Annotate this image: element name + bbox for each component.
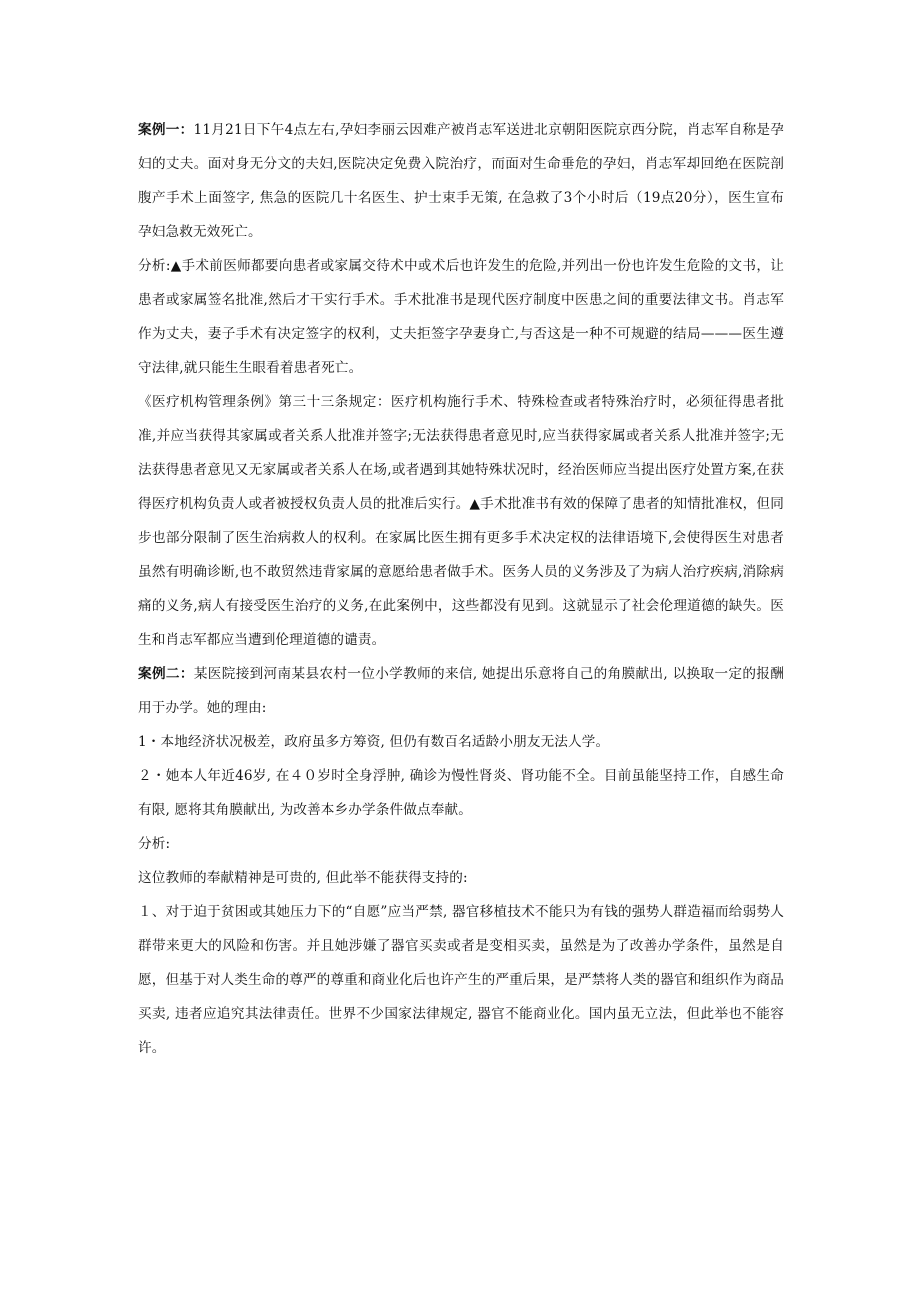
case1-label: 案例一： — [138, 122, 194, 138]
reason1-paragraph: 1・本地经济状况极差，政府虽多方筹资, 但仍有数百名适龄小朋友无法人学。 — [138, 734, 610, 750]
case1-paragraph — [138, 113, 784, 249]
reason2-paragraph: ２・她本人年近46岁, 在４０岁时全身浮肿, 确诊为慢性肾炎、肾功能不全。目前虽能坚持工作，自感生命有限, 愿将其角膜献出, 为改善本乡办学条件做点奉献。 — [138, 768, 784, 818]
document-body — [138, 113, 784, 1065]
case2-label: 案例二： — [138, 666, 194, 682]
analysis2-point1: １、对于迫于贫困或其她压力下的“自愿”应当严禁, 器官移植技术不能只为有钱的强势人群造福而给弱势人群带来更大的风险和伤害。并且她涉嫌了器官买卖或者是变相买卖，虽然是为了改善办学条件，虽然是自愿，但基于对人类生命的尊严的尊重和商业化后也许产生的严重后果，是严禁将人类的器官和组织作为商品买卖, 违者应追究其法律责任。世界不少国家法律规定, 器官不能商业化。国内虽无立法，但此举也不能容许。 — [138, 904, 784, 1056]
case1-text: 11月21日下午4点左右,孕妇李丽云因难产被肖志军送进北京朝阳医院京西分院，肖志军自称是孕妇的丈夫。面对身无分文的夫妇,医院决定免费入院治疗，而面对生命垂危的孕妇，肖志军却回绝在医院剖腹产手术上面签字, 焦急的医院几十名医生、护士束手无策, 在急救了3个小时后（19点20分），医生宣布孕妇急救无效死亡。 — [138, 122, 784, 240]
analysis2-label: 分析: — [138, 836, 171, 852]
case2-text: 某医院接到河南某县农村一位小学教师的来信, 她提出乐意将自己的角膜献出, 以换取一定的报酬用于办学。她的理由: — [138, 666, 785, 716]
analysis2-intro: 这位教师的奉献精神是可贵的, 但此举不能获得支持的: — [138, 870, 468, 886]
case2-paragraph — [138, 657, 784, 725]
regulation-paragraph: 《医疗机构管理条例》第三十三条规定：医疗机构施行手术、特殊检查或者特殊治疗时，必须征得患者批准,并应当获得其家属或者关系人批准并签字;无法获得患者意见时,应当获得家属或者关系人批准并签字;无法获得患者意见又无家属或者关系人在场,或者遇到其她特殊状况时，经治医师应当提出医疗处置方案,在获得医疗机构负责人或者被授权负责人员的批准后实行。▲手术批准书有效的保障了患者的知情批准权，但同步也部分限制了医生治病救人的权利。在家属比医生拥有更多手术决定权的法律语境下,会使得医生对患者虽然有明确诊断,也不敢贸然违背家属的意愿给患者做手术。医务人员的义务涉及了为病人治疗疾病,消除病痛的义务,病人有接受医生治疗的义务,在此案例中，这些都没有见到。这就显示了社会伦理道德的缺失。医生和肖志军都应当遭到伦理道德的谴责。 — [138, 394, 784, 648]
analysis1-paragraph: 分析:▲手术前医师都要向患者或家属交待术中或术后也许发生的危险,并列出一份也许发生危险的文书，让患者或家属签名批准,然后才干实行手术。手术批准书是现代医疗制度中医患之间的重要法律文书。肖志军作为丈夫，妻子手术有决定签字的权利，丈夫拒签字孕妻身亡,与否这是一种不可规避的结局———医生遵守法律,就只能生生眼看着患者死亡。 — [138, 258, 784, 376]
